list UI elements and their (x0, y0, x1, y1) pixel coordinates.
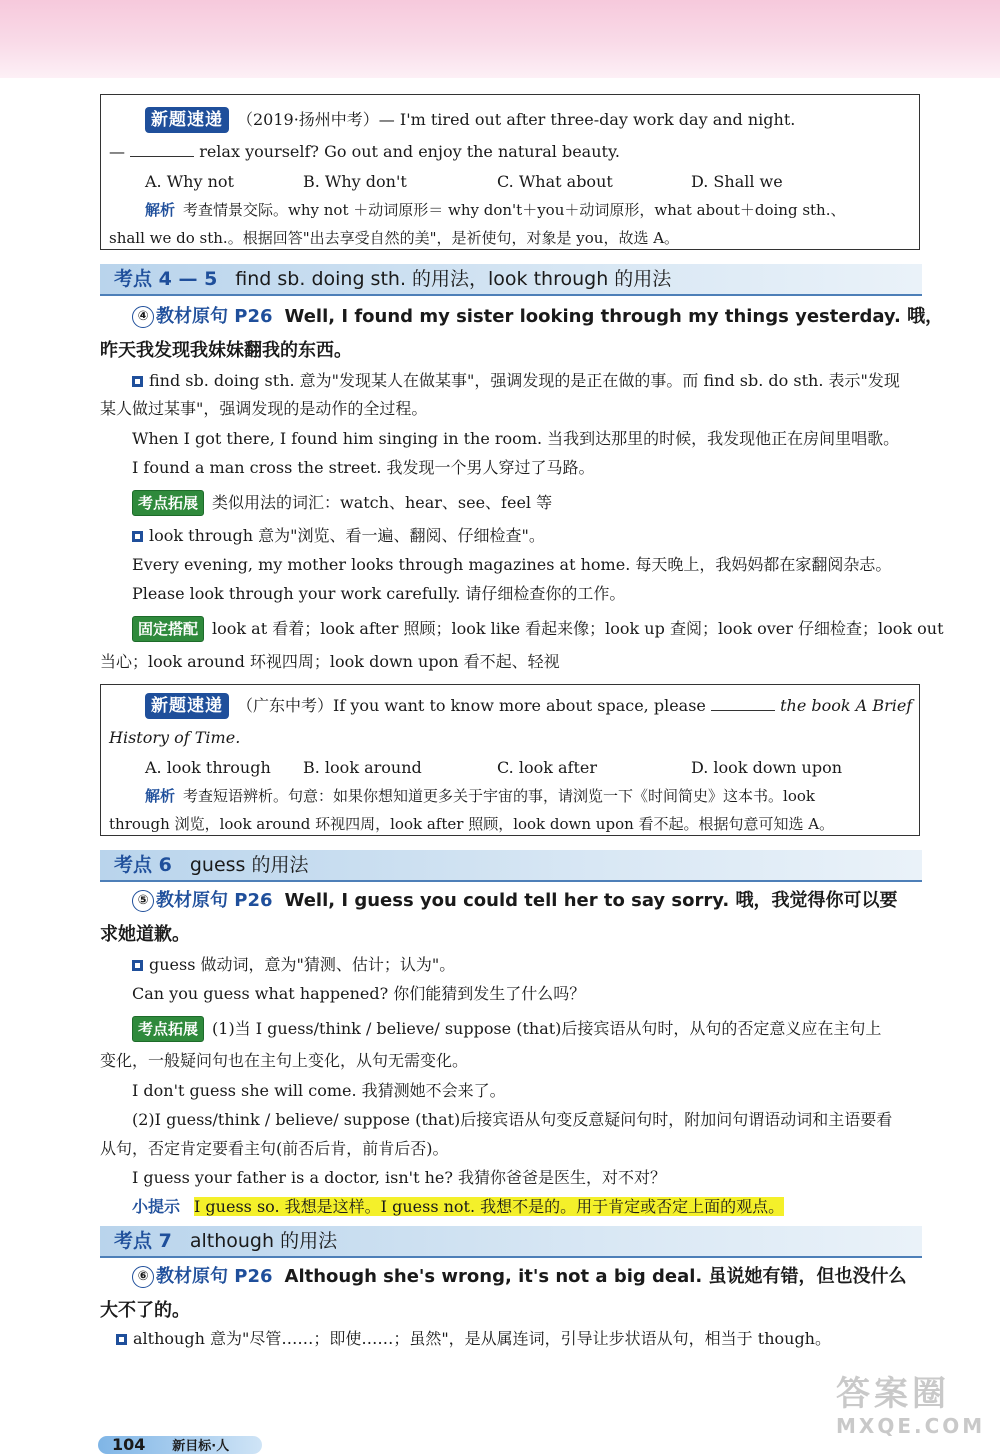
page-number: 104 (112, 1435, 146, 1454)
question-line (145, 107, 795, 133)
bullet-icon (132, 531, 143, 542)
textbook-sentence-5-cont: 求她道歉。 (100, 924, 190, 945)
textbook-sentence-4-cont: 昨天我发现我妹妹翻我的东西。 (100, 340, 352, 361)
watermark-url: MXQE.COM (836, 1414, 986, 1438)
analysis-line-1 (145, 199, 846, 221)
section-heading-4-5 (100, 264, 922, 296)
answer-blank (130, 142, 194, 157)
analysis-line-1 (145, 785, 815, 807)
example-line: I don't guess she will come. 我猜测她不会来了。 (132, 1081, 506, 1100)
extension-line-3: (2)I guess/think / believe/ suppose (that)后接宾语从句变反意疑问句时，附加问句谓语动词和主语要看 (132, 1110, 893, 1129)
option-c: C. What about (497, 172, 613, 191)
note-line (132, 954, 455, 976)
page-footer (98, 1436, 262, 1454)
example-line: I found a man cross the street. 我发现一个男人穿过了马路。 (132, 458, 595, 477)
hint-text: I guess so. 我想是这样。I guess not. 我想不是的。用于肯定或否定上面的观点。 (194, 1197, 785, 1216)
question-line-2 (109, 141, 620, 163)
example-line: Can you guess what happened? 你们能猜到发生了什么吗？ (132, 984, 586, 1003)
bullet-icon (132, 376, 143, 387)
fixed-phrases-tag: 固定搭配 (132, 616, 204, 642)
hint-line (132, 1196, 784, 1218)
textbook-label: 教材原句 P26 (156, 1266, 273, 1287)
section-title: find sb. doing sth. 的用法，look through 的用法 (235, 268, 672, 290)
extension-line-4: 从句，否定肯定要看主句(前否后肯，前肯后否)。 (100, 1139, 449, 1158)
bullet-icon (116, 1334, 127, 1345)
extension-tag: 考点拓展 (132, 490, 204, 516)
new-question-box-2 (100, 684, 920, 836)
number-badge: ⑥ (132, 1266, 154, 1288)
textbook-sentence-5 (132, 886, 897, 916)
question-rest: relax yourself? Go out and enjoy the natural beauty. (199, 142, 620, 161)
extension-text: (1)当 I guess/think / believe/ suppose (that)后接宾语从句时，从句的否定意义应在主句上 (212, 1019, 882, 1038)
note-text: guess 做动词，意为"猜测、估计；认为"。 (149, 955, 456, 974)
option-d: D. look down upon (691, 758, 843, 777)
note-line (116, 1328, 831, 1350)
textbook-sentence-6 (132, 1262, 907, 1292)
option-a: A. Why not (145, 172, 234, 191)
section-label: 考点 4 — 5 (114, 268, 218, 290)
example-line: When I got there, I found him singing in the room. 当我到达那里的时候，我发现他正在房间里唱歌。 (132, 429, 900, 448)
extension-text: 类似用法的词汇：watch、hear、see、feel 等 (212, 493, 553, 512)
extension-tag: 考点拓展 (132, 1016, 204, 1042)
analysis-line-2: shall we do sth.。根据回答"出去享受自然的美"，是祈使句，对象是 you，故选 A。 (109, 229, 680, 247)
option-b: B. look around (303, 758, 422, 777)
number-badge: ⑤ (132, 890, 154, 912)
textbook-label: 教材原句 P26 (156, 306, 273, 327)
section-heading-6 (100, 850, 922, 882)
note-line (132, 525, 545, 547)
new-question-tag: 新题速递 (145, 107, 229, 133)
number-badge: ④ (132, 306, 154, 328)
section-heading-7 (100, 1226, 922, 1258)
fixed-phrases-line-2: 当心；look around 环视四周；look down upon 看不起、轻视 (100, 652, 560, 671)
option-c: C. look after (497, 758, 598, 777)
extension-line (132, 1016, 881, 1042)
question-text: （广东中考）If you want to know more about space, please (237, 696, 706, 715)
section-label: 考点 7 (114, 1230, 172, 1252)
book-brand: 新目标·人 (172, 1439, 230, 1454)
question-text: （2019·扬州中考）— I'm tired out after three-day work day and night. (237, 110, 796, 129)
section-title: guess 的用法 (189, 854, 309, 876)
textbook-sentence-6-cont: 大不了的。 (100, 1300, 190, 1321)
option-d: D. Shall we (691, 172, 783, 191)
analysis-line-2: through 浏览，look around 环视四周，look after 照顾，look down upon 看不起。根据句意可知选 A。 (109, 815, 835, 833)
note-text: find sb. doing sth. 意为"发现某人在做某事"，强调发现的是正在做的事。而 find sb. do sth. 表示"发现 (149, 371, 900, 390)
question-line-2: History of Time. (109, 728, 241, 747)
hint-label: 小提示 (132, 1197, 181, 1216)
textbook-text: Although she's wrong, it's not a big deal. 虽说她有错，但也没什么 (284, 1266, 907, 1287)
example-line: Please look through your work carefully. 请仔细检查你的工作。 (132, 584, 626, 603)
example-line: Every evening, my mother looks through magazines at home. 每天晚上，我妈妈都在家翻阅杂志。 (132, 555, 892, 574)
question-rest: the book A Brief (780, 696, 913, 715)
header-decoration (0, 0, 1000, 78)
note-text: look through 意为"浏览、看一遍、翻阅、仔细检查"。 (149, 526, 545, 545)
note-line: 某人做过某事"，强调发现的是动作的全过程。 (100, 399, 428, 418)
watermark-logo-text: 答案圈 (836, 1374, 950, 1414)
option-a: A. look through (145, 758, 271, 777)
option-b: B. Why don't (303, 172, 407, 191)
dash: — (109, 142, 125, 161)
watermark (836, 1374, 986, 1444)
new-question-box-1 (100, 94, 920, 250)
analysis-label: 解析 (145, 201, 176, 219)
textbook-sentence-4 (132, 302, 943, 332)
analysis-label: 解析 (145, 787, 176, 805)
section-label: 考点 6 (114, 854, 172, 876)
bullet-icon (132, 960, 143, 971)
textbook-text: Well, I found my sister looking through my things yesterday. 哦， (284, 306, 944, 327)
textbook-label: 教材原句 P26 (156, 890, 273, 911)
fixed-phrases-line (132, 616, 944, 642)
question-line (145, 693, 912, 719)
textbook-text: Well, I guess you could tell her to say sorry. 哦，我觉得你可以要 (284, 890, 898, 911)
example-line: I guess your father is a doctor, isn't he? 我猜你爸爸是医生，对不对？ (132, 1168, 667, 1187)
extension-line-2: 变化，一般疑问句也在主句上变化，从句无需变化。 (100, 1051, 469, 1070)
new-question-tag: 新题速递 (145, 693, 229, 719)
note-line (132, 370, 900, 392)
fixed-phrases-text: look at 看着；look after 照顾；look like 看起来像；look up 查阅；look over 仔细检查；look out (212, 619, 944, 638)
section-title: although 的用法 (189, 1230, 338, 1252)
analysis-text: 考查情景交际。why not ＋动词原形＝ why don't＋you＋动词原形，what about＋doing sth.、 (183, 201, 846, 219)
extension-line (132, 490, 552, 516)
note-text: although 意为"尽管……；即使……；虽然"，是从属连词，引导让步状语从句，相当于 though。 (133, 1329, 831, 1348)
answer-blank (711, 696, 775, 711)
analysis-text: 考查短语辨析。句意：如果你想知道更多关于宇宙的事，请浏览一下《时间简史》这本书。look (183, 787, 815, 805)
